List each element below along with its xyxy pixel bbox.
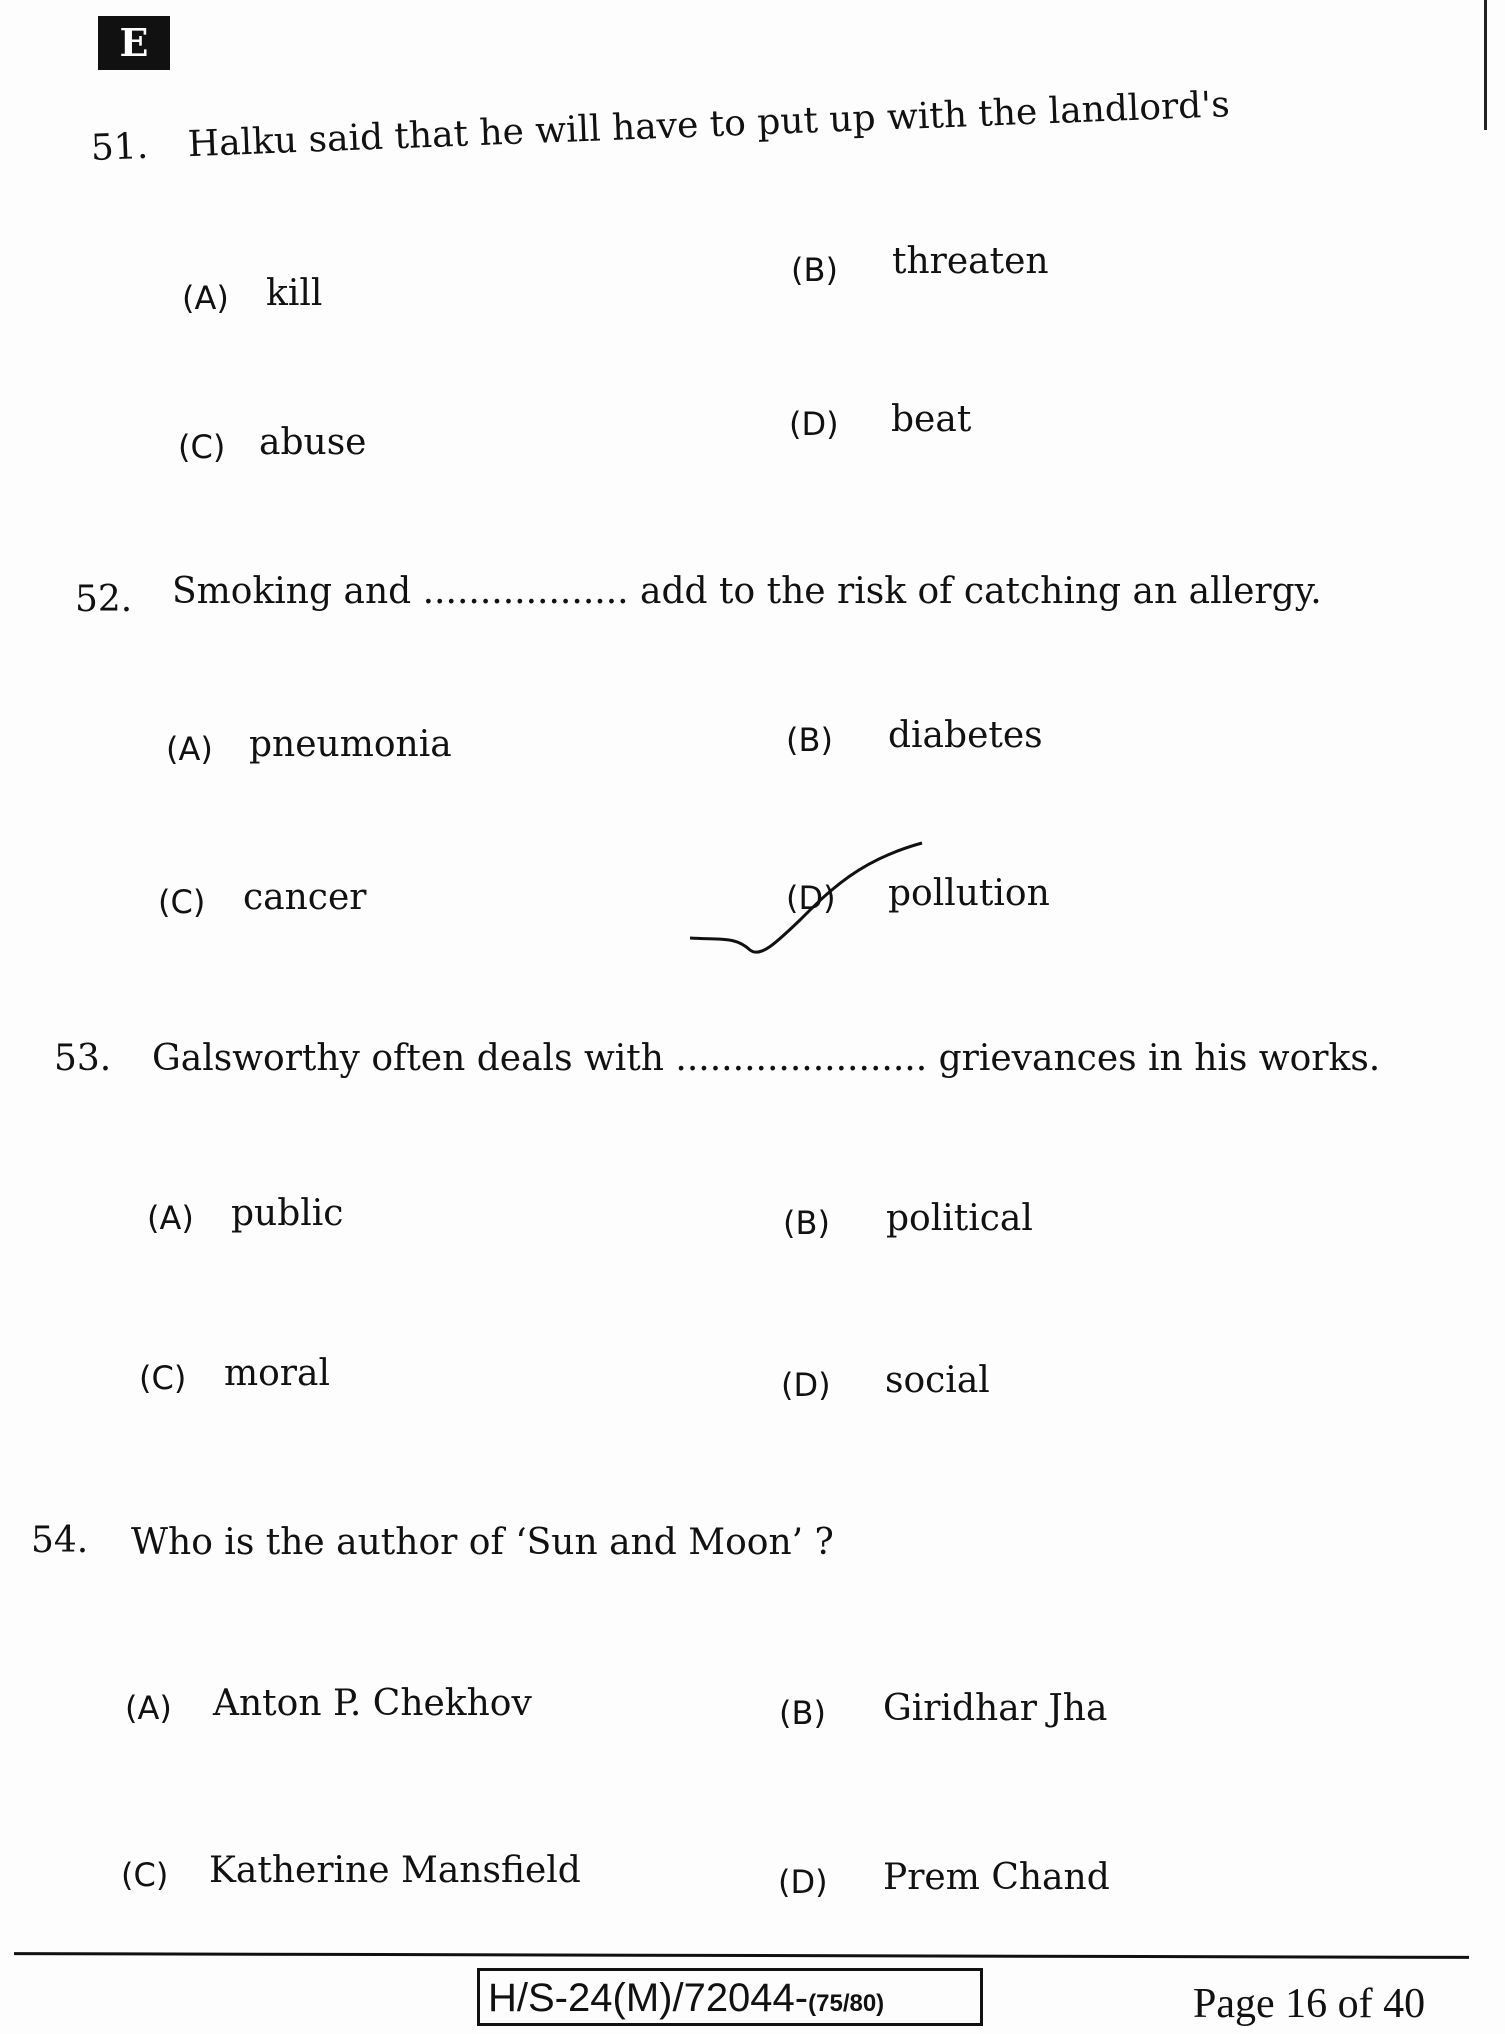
section-badge: E — [98, 16, 170, 70]
option-label: (D) — [778, 1863, 828, 1901]
option-label: (D) — [781, 1366, 831, 1404]
question-number: 52. — [75, 579, 133, 620]
option-text: public — [231, 1193, 344, 1234]
paper-code: H/S-24(M)/72044- — [488, 1976, 809, 2020]
option-label: (C) — [178, 428, 226, 466]
question-text: Halku said that he will have to put up with the landlord's — [187, 84, 1231, 166]
option-text: Prem Chand — [883, 1857, 1110, 1898]
option-label: (A) — [125, 1689, 172, 1727]
paper-code-box — [477, 1968, 983, 2026]
option-label: (D) — [786, 879, 836, 917]
option-text: Katherine Mansfield — [209, 1850, 581, 1891]
handwritten-tick-mark — [680, 840, 940, 970]
question-text: Galsworthy often deals with ...................... grievances in his works. — [152, 1038, 1381, 1079]
option-label: (B) — [791, 251, 838, 289]
question-number: 53. — [54, 1038, 112, 1079]
page-number: Page 16 of 40 — [1193, 1981, 1426, 2027]
question-text: Who is the author of ‘Sun and Moon’ ? — [131, 1522, 834, 1563]
question-text: Smoking and .................. add to the risk of catching an allergy. — [172, 571, 1322, 612]
paper-code-suffix: (75/80) — [808, 1990, 885, 2017]
option-label: (D) — [789, 405, 839, 443]
option-text: abuse — [259, 422, 367, 463]
option-label: (C) — [158, 883, 206, 921]
question-number: 54. — [31, 1520, 89, 1561]
option-label: (B) — [783, 1204, 830, 1242]
option-text: kill — [266, 273, 323, 314]
option-text: pollution — [888, 873, 1050, 914]
option-label: (B) — [786, 721, 833, 759]
footer-rule — [14, 1952, 1469, 1959]
option-text: Anton P. Chekhov — [213, 1683, 532, 1724]
option-text: diabetes — [888, 715, 1043, 756]
option-text: moral — [224, 1353, 330, 1394]
option-label: (A) — [182, 279, 229, 317]
option-label: (A) — [166, 730, 213, 768]
option-label: (C) — [139, 1359, 187, 1397]
option-text: cancer — [243, 877, 367, 918]
option-text: pneumonia — [249, 724, 452, 765]
option-text: threaten — [892, 241, 1049, 282]
option-label: (C) — [121, 1856, 169, 1894]
option-text: Giridhar Jha — [883, 1688, 1108, 1729]
option-text: beat — [891, 399, 972, 440]
option-text: social — [885, 1360, 990, 1401]
page-edge — [1484, 0, 1487, 130]
option-label: (B) — [779, 1694, 826, 1732]
option-text: political — [886, 1198, 1033, 1239]
option-label: (A) — [147, 1199, 194, 1237]
question-number: 51. — [90, 125, 149, 169]
